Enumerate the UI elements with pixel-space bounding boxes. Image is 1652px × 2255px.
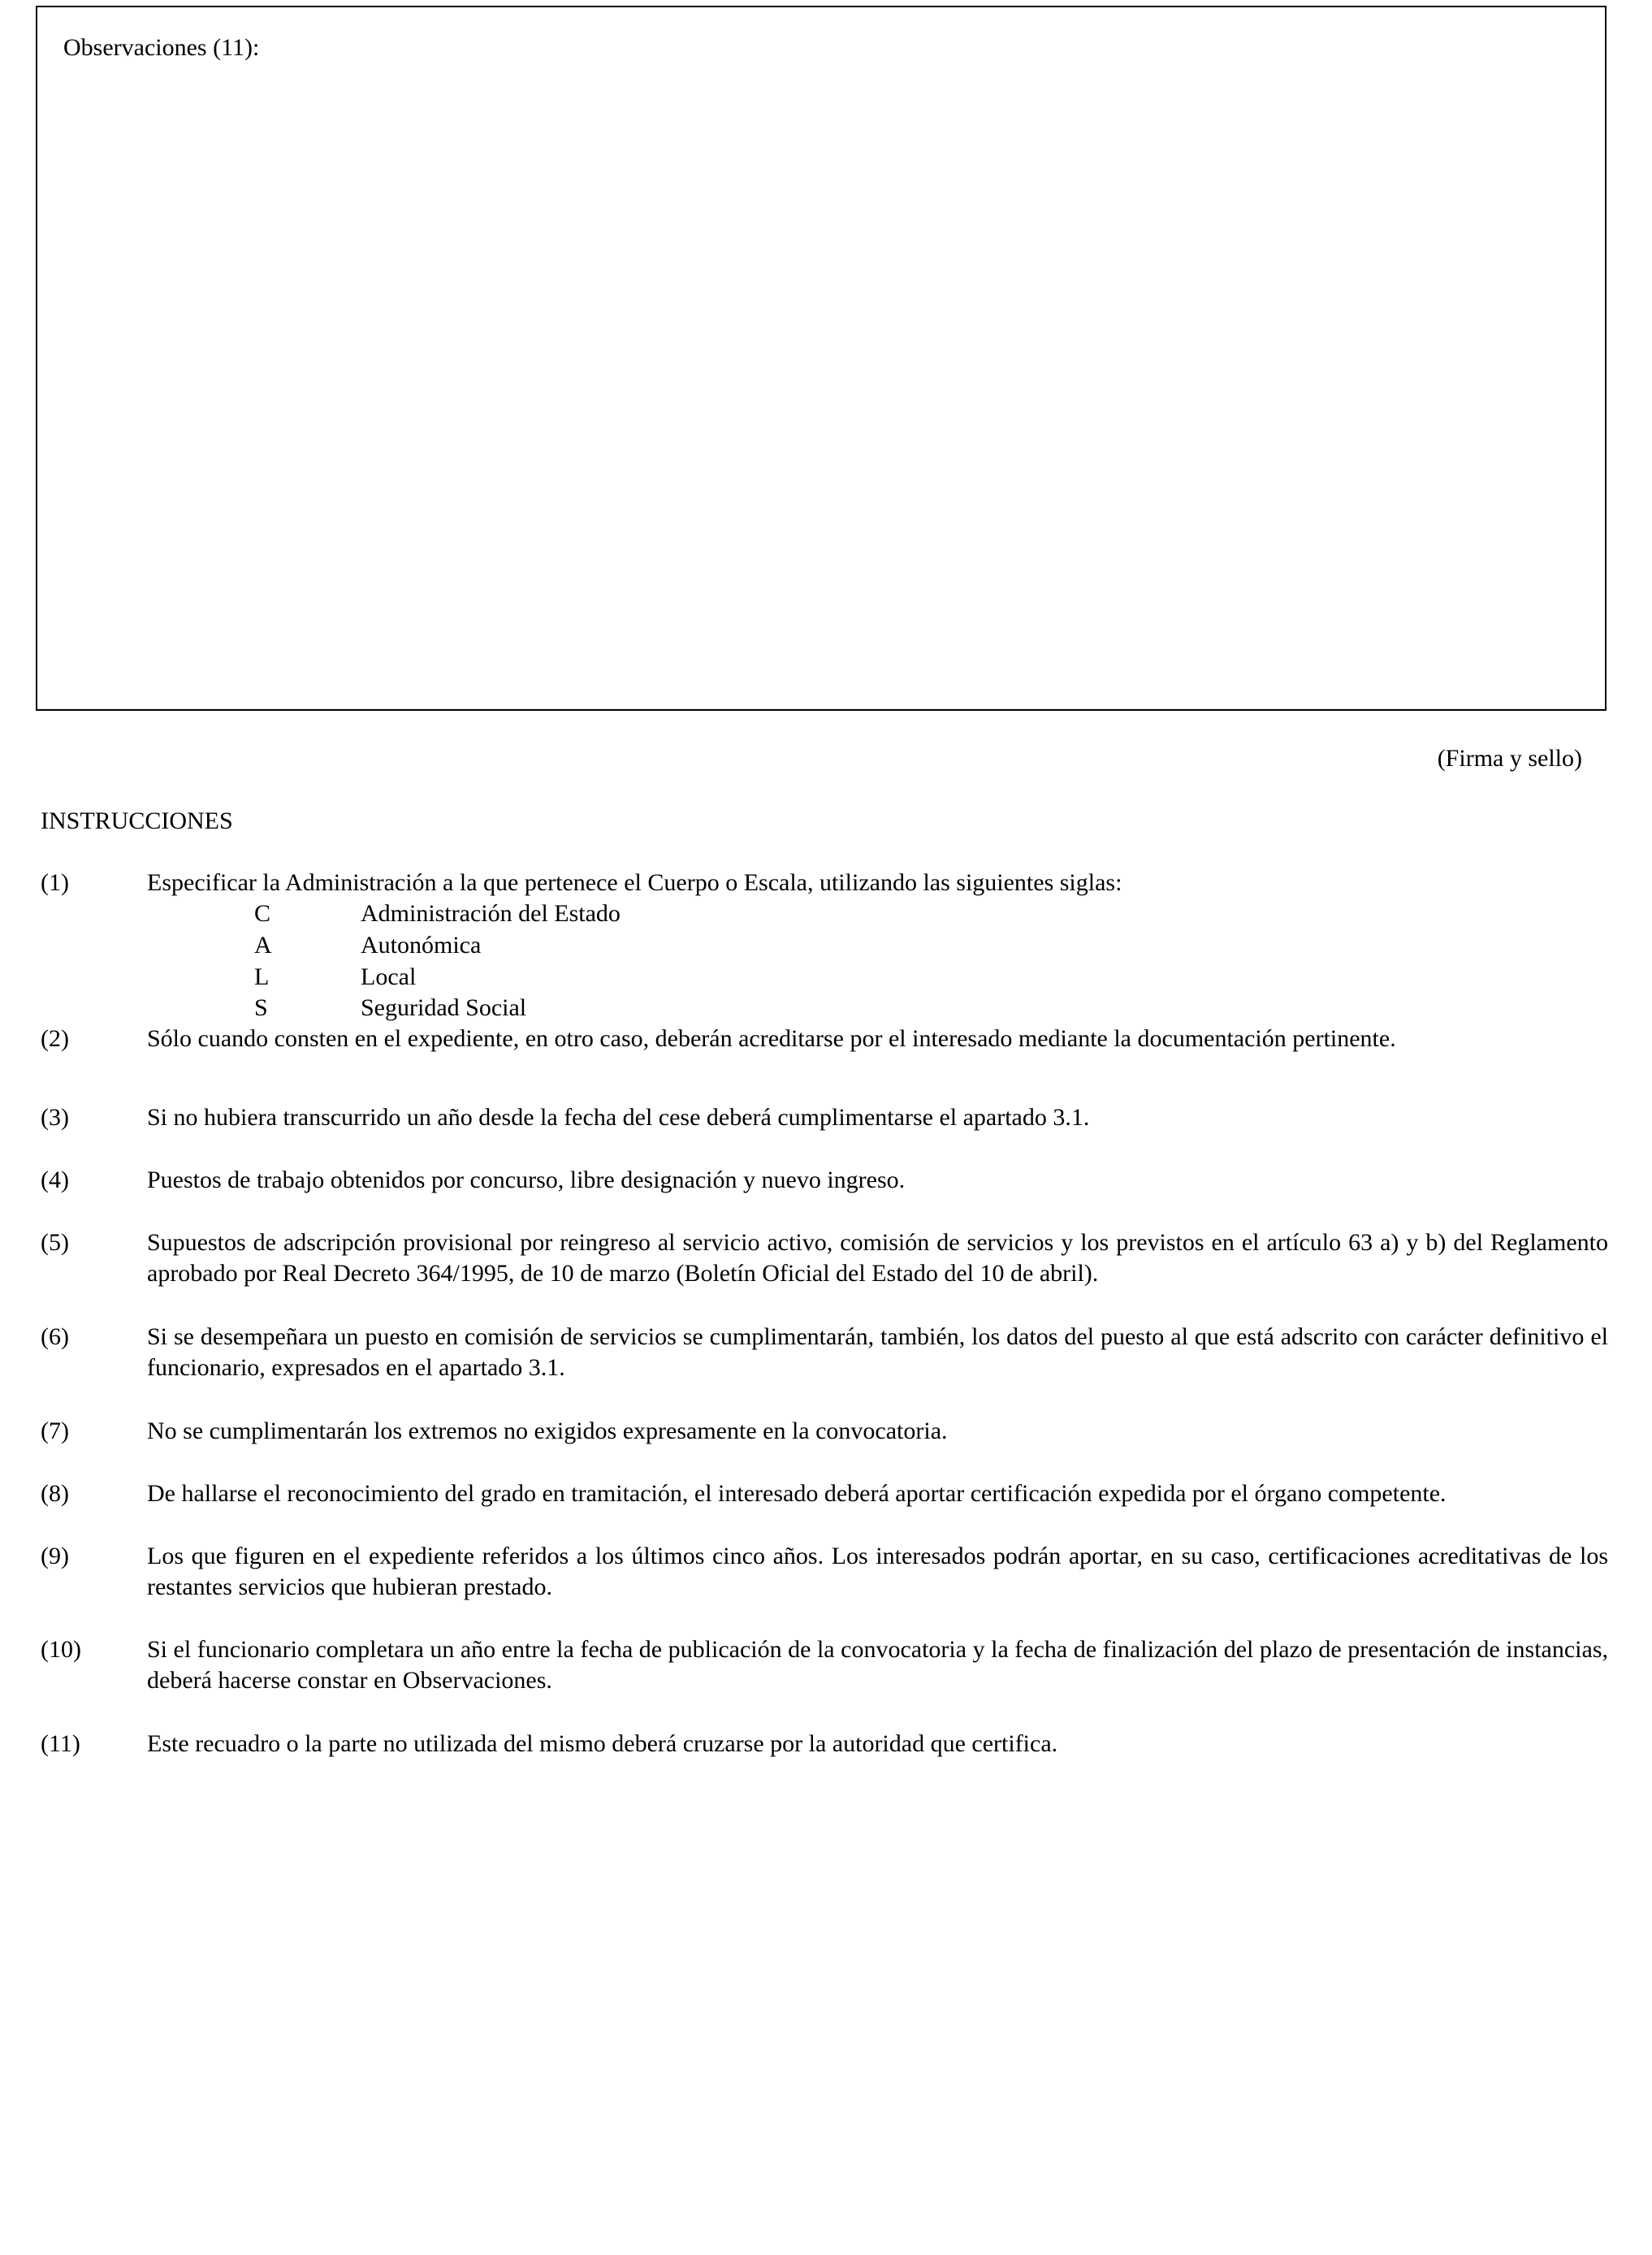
sigla-name: Administración del Estado xyxy=(361,900,621,927)
instruction-number: (9) xyxy=(41,1543,69,1569)
instruction-text: Los que figuren en el expediente referidos a los últimos cinco años. Los interesados podrán aportar, en su caso, certificaciones acreditativas de los restantes servicios que hubieran prestado. xyxy=(147,1543,1608,1600)
instruction-text: No se cumplimentarán los extremos no exigidos expresamente en la convocatoria. xyxy=(147,1417,948,1444)
instruction-text: Sólo cuando consten en el expediente, en otro caso, deberán acreditarse por el interesado mediante la documentación pertinente. xyxy=(147,1025,1396,1052)
instruction-text: Este recuadro o la parte no utilizada del mismo deberá cruzarse por la autoridad que certifica. xyxy=(147,1730,1058,1757)
instruction-text: Si el funcionario completara un año entre la fecha de publicación de la convocatoria y la fecha de finalización del plazo de presentación de instancias, deberá hacerse constar en Observaciones. xyxy=(147,1636,1608,1694)
instruction-text: Especificar la Administración a la que pertenece el Cuerpo o Escala, utilizando las siguientes siglas: xyxy=(147,869,1122,896)
instruction-item-5 xyxy=(41,1227,1608,1289)
instruction-item-4 xyxy=(41,1165,1608,1196)
instruction-text: Si no hubiera transcurrido un año desde la fecha del cese deberá cumplimentarse el apartado 3.1. xyxy=(147,1104,1090,1131)
sigla-code: C xyxy=(254,900,271,927)
sigla-code: L xyxy=(254,963,270,990)
instruction-item-6 xyxy=(41,1322,1608,1383)
firma-y-sello-label: (Firma y sello) xyxy=(1437,745,1582,772)
observaciones-box[interactable] xyxy=(36,6,1607,711)
instruction-item-3 xyxy=(41,1102,1608,1133)
instruction-item-2 xyxy=(41,1024,1608,1054)
instruction-text: Si se desempeñara un puesto en comisión de servicios se cumplimentarán, también, los datos del puesto al que está adscrito con carácter definitivo el funcionario, expresados en el apartado 3.1. xyxy=(147,1323,1608,1381)
instruction-item-9 xyxy=(41,1541,1608,1603)
instruction-number: (5) xyxy=(41,1229,69,1256)
instruction-item-10 xyxy=(41,1634,1608,1696)
instruction-text: De hallarse el reconocimiento del grado en tramitación, el interesado deberá aportar certificación expedida por el órgano competente. xyxy=(147,1480,1447,1507)
sigla-name: Autonómica xyxy=(361,932,482,959)
instruction-item-11 xyxy=(41,1729,1608,1759)
instruction-number: (1) xyxy=(41,869,69,896)
instruction-number: (10) xyxy=(41,1636,81,1663)
sigla-name: Local xyxy=(361,963,417,990)
instruction-item-7 xyxy=(41,1416,1608,1447)
instruction-number: (4) xyxy=(41,1166,69,1193)
sigla-name: Seguridad Social xyxy=(361,994,527,1021)
instruction-number: (7) xyxy=(41,1417,69,1444)
instruction-number: (6) xyxy=(41,1323,69,1350)
instruction-text: Puestos de trabajo obtenidos por concurso, libre designación y nuevo ingreso. xyxy=(147,1166,906,1193)
instruction-text: Supuestos de adscripción provisional por reingreso al servicio activo, comisión de servicios y los previstos en el artículo 63 a) y b) del Reglamento aprobado por Real Decreto 364/1995, de 10 de marzo (Boletín Oficial del Estado del 10 de abril). xyxy=(147,1229,1608,1287)
instrucciones-title: INSTRUCCIONES xyxy=(41,807,233,834)
instruction-item-1 xyxy=(41,868,1608,898)
instruction-number: (3) xyxy=(41,1104,69,1131)
sigla-code: A xyxy=(254,932,272,959)
instruction-number: (11) xyxy=(41,1730,80,1757)
sigla-code: S xyxy=(254,994,268,1021)
observaciones-label: Observaciones (11): xyxy=(63,34,260,61)
instruction-item-8 xyxy=(41,1478,1608,1509)
instruction-number: (2) xyxy=(41,1025,69,1052)
instruction-number: (8) xyxy=(41,1480,69,1507)
